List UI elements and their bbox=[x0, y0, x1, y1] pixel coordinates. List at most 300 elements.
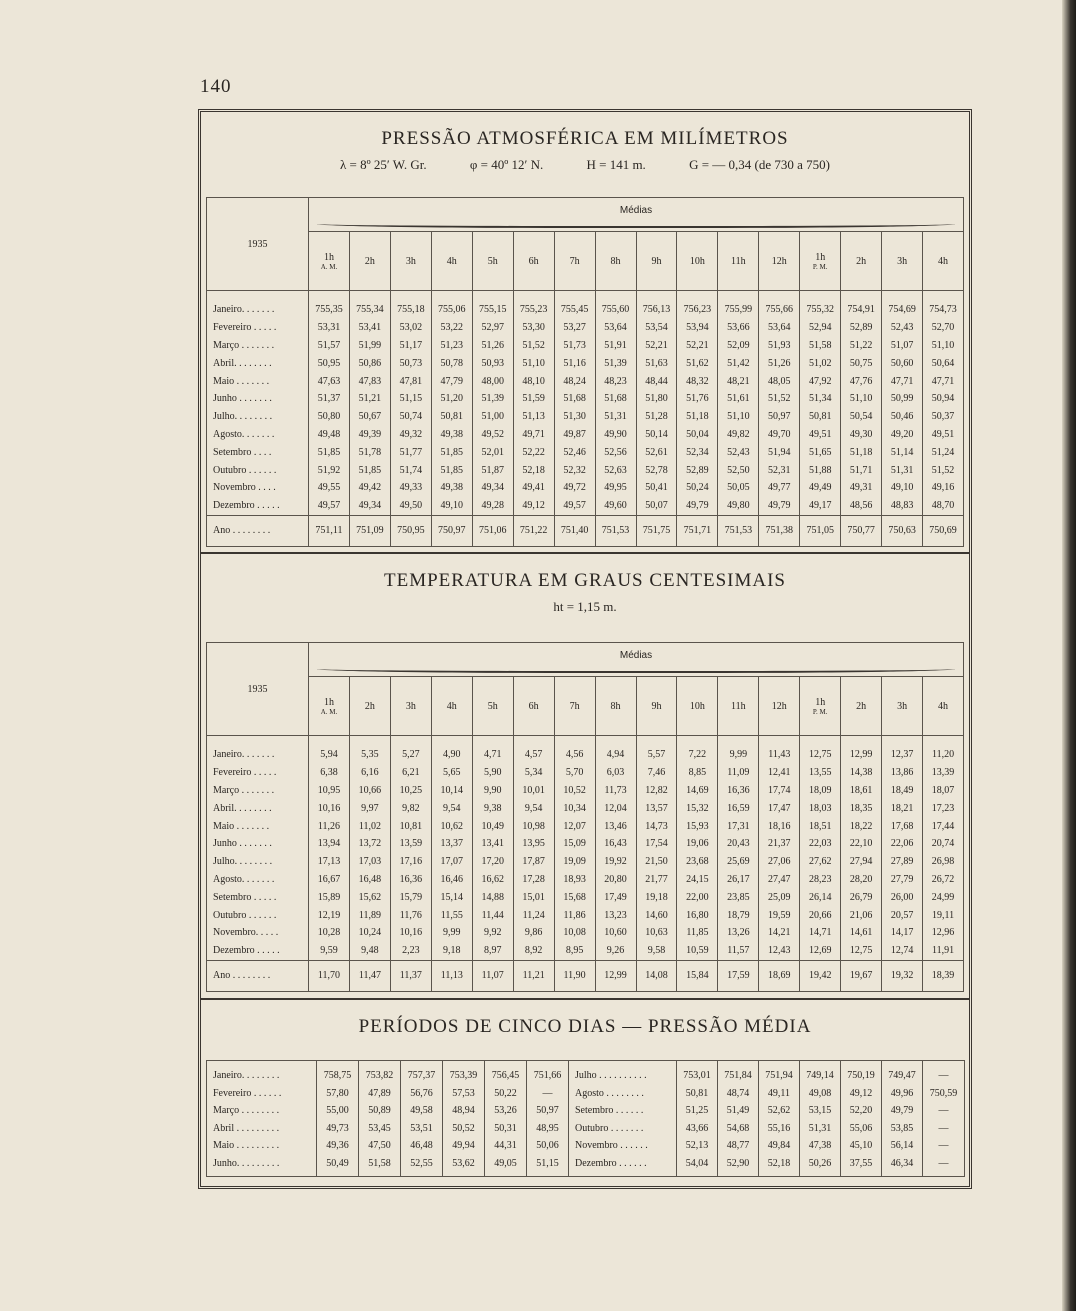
value-cell: 18,03 bbox=[800, 799, 841, 817]
value-cell: 9,99 bbox=[431, 924, 472, 942]
value-cell: 52,62 bbox=[759, 1102, 800, 1120]
hour-label: 2h bbox=[364, 255, 375, 267]
value-cell: 51,85 bbox=[431, 443, 472, 461]
value-cell: 755,18 bbox=[390, 291, 431, 319]
hour-header bbox=[759, 677, 800, 736]
value-cell: 49,73 bbox=[317, 1120, 359, 1138]
table-row bbox=[207, 479, 964, 497]
value-cell: 49,57 bbox=[309, 497, 350, 515]
value-cell: 749,14 bbox=[800, 1061, 841, 1085]
value-cell: 751,22 bbox=[513, 515, 554, 546]
value-cell: 10,34 bbox=[554, 799, 595, 817]
value-cell: 18,61 bbox=[841, 782, 882, 800]
value-cell: 50,52 bbox=[443, 1120, 485, 1138]
value-cell: 15,93 bbox=[677, 817, 718, 835]
hour-label: 6h bbox=[528, 255, 539, 267]
value-cell: 19,06 bbox=[677, 835, 718, 853]
hour-label: 12h bbox=[771, 255, 787, 267]
value-cell: 51,52 bbox=[923, 461, 964, 479]
value-cell: 751,38 bbox=[759, 515, 800, 546]
year-header: 1935 bbox=[207, 198, 309, 291]
value-cell: 52,09 bbox=[718, 337, 759, 355]
value-cell: 52,70 bbox=[923, 319, 964, 337]
value-cell: 2,23 bbox=[390, 942, 431, 960]
value-cell: 50,67 bbox=[349, 408, 390, 426]
value-cell: 13,86 bbox=[882, 764, 923, 782]
value-cell: 16,67 bbox=[309, 871, 350, 889]
value-cell: 47,63 bbox=[309, 372, 350, 390]
value-cell: 49,52 bbox=[472, 426, 513, 444]
value-cell: 49,34 bbox=[472, 479, 513, 497]
hour-label: 10h bbox=[689, 700, 705, 712]
hour-label: 11h bbox=[731, 255, 746, 267]
value-cell: 9,48 bbox=[349, 942, 390, 960]
value-cell: 751,11 bbox=[309, 515, 350, 546]
table-row bbox=[207, 1137, 965, 1155]
value-cell: 51,00 bbox=[472, 408, 513, 426]
value-cell: 15,89 bbox=[309, 888, 350, 906]
value-cell: 51,94 bbox=[759, 443, 800, 461]
table-row bbox=[207, 835, 964, 853]
value-cell: 27,47 bbox=[759, 871, 800, 889]
value-cell: 751,75 bbox=[636, 515, 677, 546]
value-cell: 9,58 bbox=[636, 942, 677, 960]
value-cell: 755,06 bbox=[431, 291, 472, 319]
hour-header bbox=[718, 677, 759, 736]
value-cell: 53,27 bbox=[554, 319, 595, 337]
value-cell: 51,74 bbox=[390, 461, 431, 479]
value-cell: 49,42 bbox=[349, 479, 390, 497]
value-cell: 52,22 bbox=[513, 443, 554, 461]
value-cell: 751,71 bbox=[677, 515, 718, 546]
value-cell: 754,69 bbox=[882, 291, 923, 319]
hour-header bbox=[923, 677, 964, 736]
table-row bbox=[207, 443, 964, 461]
value-cell: 49,60 bbox=[595, 497, 636, 515]
table-row bbox=[207, 888, 964, 906]
value-cell: 755,66 bbox=[759, 291, 800, 319]
value-cell: 11,91 bbox=[923, 942, 964, 960]
value-cell: 52,01 bbox=[472, 443, 513, 461]
value-cell: 18,39 bbox=[923, 960, 964, 991]
value-cell: 7,22 bbox=[677, 736, 718, 764]
hour-label: 3h bbox=[405, 700, 416, 712]
value-cell: 11,76 bbox=[390, 906, 431, 924]
value-cell: 52,13 bbox=[677, 1137, 718, 1155]
value-cell: 49,84 bbox=[759, 1137, 800, 1155]
value-cell: 26,17 bbox=[718, 871, 759, 889]
month-label: Março . . . . . . . bbox=[207, 782, 309, 800]
value-cell: 48,44 bbox=[636, 372, 677, 390]
value-cell: 44,31 bbox=[485, 1137, 527, 1155]
value-cell: 24,15 bbox=[677, 871, 718, 889]
value-cell: 49,77 bbox=[759, 479, 800, 497]
value-cell: 11,43 bbox=[759, 736, 800, 764]
value-cell: 14,08 bbox=[636, 960, 677, 991]
value-cell: 47,71 bbox=[882, 372, 923, 390]
value-cell: 10,62 bbox=[431, 817, 472, 835]
value-cell: 27,94 bbox=[841, 853, 882, 871]
value-cell: 49,41 bbox=[513, 479, 554, 497]
value-cell: 49,55 bbox=[309, 479, 350, 497]
value-cell: 10,81 bbox=[390, 817, 431, 835]
value-cell: 51,18 bbox=[841, 443, 882, 461]
value-cell: 48,21 bbox=[718, 372, 759, 390]
value-cell: 18,22 bbox=[841, 817, 882, 835]
value-cell: 27,62 bbox=[800, 853, 841, 871]
value-cell: 52,56 bbox=[595, 443, 636, 461]
value-cell: 51,57 bbox=[309, 337, 350, 355]
value-cell: 15,09 bbox=[554, 835, 595, 853]
value-cell: — bbox=[923, 1102, 965, 1120]
value-cell: 13,37 bbox=[431, 835, 472, 853]
month-label: Junho. . . . . . . . . bbox=[207, 1155, 317, 1177]
value-cell: 48,23 bbox=[595, 372, 636, 390]
hour-header bbox=[595, 677, 636, 736]
hour-header bbox=[390, 232, 431, 291]
hour-label: 1h bbox=[815, 696, 826, 708]
value-cell: 52,43 bbox=[718, 443, 759, 461]
medias-header bbox=[309, 198, 964, 232]
value-cell: 51,52 bbox=[513, 337, 554, 355]
table-row bbox=[207, 1155, 965, 1177]
hour-header bbox=[431, 677, 472, 736]
month-label: Junho . . . . . . . bbox=[207, 390, 309, 408]
value-cell: 26,00 bbox=[882, 888, 923, 906]
value-cell: 11,07 bbox=[472, 960, 513, 991]
value-cell: 49,95 bbox=[595, 479, 636, 497]
value-cell: 755,15 bbox=[472, 291, 513, 319]
value-cell: 11,57 bbox=[718, 942, 759, 960]
hour-header bbox=[472, 232, 513, 291]
value-cell: 13,41 bbox=[472, 835, 513, 853]
value-cell: 11,73 bbox=[595, 782, 636, 800]
value-cell: 10,25 bbox=[390, 782, 431, 800]
value-cell: 5,90 bbox=[472, 764, 513, 782]
value-cell: 9,92 bbox=[472, 924, 513, 942]
value-cell: 755,45 bbox=[554, 291, 595, 319]
value-cell: 4,90 bbox=[431, 736, 472, 764]
table-row bbox=[207, 1102, 965, 1120]
value-cell: 51,24 bbox=[923, 443, 964, 461]
latitude: φ = 40º 12′ N. bbox=[469, 157, 544, 172]
value-cell: 18,07 bbox=[923, 782, 964, 800]
value-cell: 13,59 bbox=[390, 835, 431, 853]
hour-header bbox=[677, 677, 718, 736]
value-cell: 27,89 bbox=[882, 853, 923, 871]
value-cell: 52,18 bbox=[513, 461, 554, 479]
value-cell: 753,82 bbox=[359, 1061, 401, 1085]
value-cell: 12,41 bbox=[759, 764, 800, 782]
value-cell: 11,37 bbox=[390, 960, 431, 991]
value-cell: 51,58 bbox=[800, 337, 841, 355]
value-cell: 754,73 bbox=[923, 291, 964, 319]
value-cell: 47,71 bbox=[923, 372, 964, 390]
month-label: Fevereiro . . . . . bbox=[207, 764, 309, 782]
value-cell: 11,89 bbox=[349, 906, 390, 924]
value-cell: 11,90 bbox=[554, 960, 595, 991]
value-cell: 19,42 bbox=[800, 960, 841, 991]
value-cell: 53,02 bbox=[390, 319, 431, 337]
value-cell: 19,92 bbox=[595, 853, 636, 871]
value-cell: 26,14 bbox=[800, 888, 841, 906]
hour-header bbox=[923, 232, 964, 291]
value-cell: 52,61 bbox=[636, 443, 677, 461]
value-cell: 49,72 bbox=[554, 479, 595, 497]
month-label: Setembro . . . . . . bbox=[569, 1102, 677, 1120]
value-cell: 49,08 bbox=[800, 1085, 841, 1103]
value-cell: 48,32 bbox=[677, 372, 718, 390]
value-cell: 19,18 bbox=[636, 888, 677, 906]
value-cell: 50,49 bbox=[317, 1155, 359, 1177]
hour-label: 7h bbox=[569, 700, 580, 712]
hour-label: 9h bbox=[651, 700, 662, 712]
hour-label: 8h bbox=[610, 255, 621, 267]
value-cell: 51,85 bbox=[431, 461, 472, 479]
gravity-correction: G = — 0,34 (de 730 a 750) bbox=[689, 157, 830, 172]
value-cell: 49,38 bbox=[431, 426, 472, 444]
value-cell: 49,32 bbox=[390, 426, 431, 444]
hour-label: 9h bbox=[651, 255, 662, 267]
value-cell: 51,30 bbox=[554, 408, 595, 426]
month-label: Setembro . . . . bbox=[207, 443, 309, 461]
value-cell: 12,07 bbox=[554, 817, 595, 835]
hour-header bbox=[718, 232, 759, 291]
hour-unit: A. M. bbox=[320, 262, 338, 271]
value-cell: 37,55 bbox=[841, 1155, 882, 1177]
table-row bbox=[207, 319, 964, 337]
value-cell: 47,50 bbox=[359, 1137, 401, 1155]
hour-header bbox=[882, 232, 923, 291]
value-cell: 56,14 bbox=[882, 1137, 923, 1155]
value-cell: — bbox=[923, 1061, 965, 1085]
table-row bbox=[207, 853, 964, 871]
value-cell: 51,34 bbox=[800, 390, 841, 408]
hour-header bbox=[636, 677, 677, 736]
value-cell: 51,13 bbox=[513, 408, 554, 426]
value-cell: 22,10 bbox=[841, 835, 882, 853]
hour-label: 2h bbox=[856, 255, 867, 267]
value-cell: 52,32 bbox=[554, 461, 595, 479]
value-cell: 17,47 bbox=[759, 799, 800, 817]
value-cell: 755,34 bbox=[349, 291, 390, 319]
month-label: Agosto. . . . . . . bbox=[207, 871, 309, 889]
value-cell: 16,43 bbox=[595, 835, 636, 853]
value-cell: 14,69 bbox=[677, 782, 718, 800]
value-cell: 19,09 bbox=[554, 853, 595, 871]
value-cell: 17,54 bbox=[636, 835, 677, 853]
value-cell: 758,75 bbox=[317, 1061, 359, 1085]
value-cell: 50,80 bbox=[309, 408, 350, 426]
value-cell: 51,88 bbox=[800, 461, 841, 479]
value-cell: 757,37 bbox=[401, 1061, 443, 1085]
table-row bbox=[207, 461, 964, 479]
value-cell: 48,83 bbox=[882, 497, 923, 515]
value-cell: 25,09 bbox=[759, 888, 800, 906]
value-cell: 756,45 bbox=[485, 1061, 527, 1085]
value-cell: 49,30 bbox=[841, 426, 882, 444]
value-cell: 50,74 bbox=[390, 408, 431, 426]
month-label: Maio . . . . . . . . . bbox=[207, 1137, 317, 1155]
table-row bbox=[207, 515, 964, 546]
value-cell: 12,99 bbox=[595, 960, 636, 991]
value-cell: 51,63 bbox=[636, 354, 677, 372]
value-cell: 49,12 bbox=[513, 497, 554, 515]
value-cell: 15,01 bbox=[513, 888, 554, 906]
value-cell: 55,16 bbox=[759, 1120, 800, 1138]
value-cell: 10,60 bbox=[595, 924, 636, 942]
value-cell: 750,97 bbox=[431, 515, 472, 546]
value-cell: 16,36 bbox=[718, 782, 759, 800]
value-cell: 51,14 bbox=[882, 443, 923, 461]
value-cell: 19,11 bbox=[923, 906, 964, 924]
book-spine-shadow bbox=[1062, 0, 1076, 1311]
value-cell: 10,59 bbox=[677, 942, 718, 960]
value-cell: 51,39 bbox=[595, 354, 636, 372]
value-cell: 15,32 bbox=[677, 799, 718, 817]
value-cell: 21,50 bbox=[636, 853, 677, 871]
value-cell: 754,91 bbox=[841, 291, 882, 319]
value-cell: 6,03 bbox=[595, 764, 636, 782]
value-cell: 750,59 bbox=[923, 1085, 965, 1103]
value-cell: 27,79 bbox=[882, 871, 923, 889]
value-cell: 15,68 bbox=[554, 888, 595, 906]
value-cell: 56,76 bbox=[401, 1085, 443, 1103]
value-cell: 48,05 bbox=[759, 372, 800, 390]
hour-header bbox=[390, 677, 431, 736]
value-cell: 17,20 bbox=[472, 853, 513, 871]
value-cell: 51,26 bbox=[472, 337, 513, 355]
value-cell: 45,10 bbox=[841, 1137, 882, 1155]
altitude: H = 141 m. bbox=[586, 157, 646, 172]
value-cell: 52,31 bbox=[759, 461, 800, 479]
value-cell: 25,69 bbox=[718, 853, 759, 871]
value-cell: 17,74 bbox=[759, 782, 800, 800]
periods-section bbox=[201, 998, 969, 1050]
value-cell: 755,32 bbox=[800, 291, 841, 319]
hour-header bbox=[841, 677, 882, 736]
value-cell: 52,50 bbox=[718, 461, 759, 479]
value-cell: 48,74 bbox=[718, 1085, 759, 1103]
value-cell: 18,69 bbox=[759, 960, 800, 991]
hour-header bbox=[513, 232, 554, 291]
value-cell: 53,51 bbox=[401, 1120, 443, 1138]
table-row bbox=[207, 871, 964, 889]
value-cell: 51,17 bbox=[390, 337, 431, 355]
value-cell: 16,62 bbox=[472, 871, 513, 889]
value-cell: 13,94 bbox=[309, 835, 350, 853]
value-cell: 52,78 bbox=[636, 461, 677, 479]
value-cell: 50,89 bbox=[359, 1102, 401, 1120]
value-cell: 4,56 bbox=[554, 736, 595, 764]
temperature-table bbox=[206, 642, 964, 992]
value-cell: 750,95 bbox=[390, 515, 431, 546]
value-cell: 5,27 bbox=[390, 736, 431, 764]
value-cell: 14,38 bbox=[841, 764, 882, 782]
value-cell: 49,10 bbox=[882, 479, 923, 497]
value-cell: 51,68 bbox=[595, 390, 636, 408]
temperature-height: ht = 1,15 m. bbox=[553, 599, 617, 614]
value-cell: 20,74 bbox=[923, 835, 964, 853]
temperature-table-wrap bbox=[201, 642, 969, 992]
value-cell: 51,93 bbox=[759, 337, 800, 355]
value-cell: 22,00 bbox=[677, 888, 718, 906]
value-cell: 750,77 bbox=[841, 515, 882, 546]
hour-label: 4h bbox=[938, 700, 949, 712]
hour-label: 2h bbox=[856, 700, 867, 712]
value-cell: 26,79 bbox=[841, 888, 882, 906]
value-cell: 12,96 bbox=[923, 924, 964, 942]
value-cell: 756,23 bbox=[677, 291, 718, 319]
value-cell: 9,97 bbox=[349, 799, 390, 817]
value-cell: 750,69 bbox=[923, 515, 964, 546]
month-label: Fevereiro . . . . . bbox=[207, 319, 309, 337]
value-cell: 50,81 bbox=[800, 408, 841, 426]
hour-unit: P. M. bbox=[812, 707, 828, 716]
month-label: Abril. . . . . . . . bbox=[207, 799, 309, 817]
value-cell: 51,28 bbox=[636, 408, 677, 426]
value-cell: 52,20 bbox=[841, 1102, 882, 1120]
value-cell: 20,66 bbox=[800, 906, 841, 924]
value-cell: 7,46 bbox=[636, 764, 677, 782]
value-cell: 18,49 bbox=[882, 782, 923, 800]
value-cell: 49,17 bbox=[800, 497, 841, 515]
hour-label: 4h bbox=[938, 255, 949, 267]
value-cell: 15,14 bbox=[431, 888, 472, 906]
value-cell: 6,21 bbox=[390, 764, 431, 782]
month-label: Janeiro. . . . . . . . bbox=[207, 1061, 317, 1085]
value-cell: 9,38 bbox=[472, 799, 513, 817]
value-cell: 51,76 bbox=[677, 390, 718, 408]
value-cell: 51,80 bbox=[636, 390, 677, 408]
value-cell: 21,77 bbox=[636, 871, 677, 889]
hour-header bbox=[309, 232, 350, 291]
value-cell: 13,55 bbox=[800, 764, 841, 782]
table-row bbox=[207, 372, 964, 390]
value-cell: 8,85 bbox=[677, 764, 718, 782]
periods-title: PERÍODOS DE CINCO DIAS — PRESSÃO MÉDIA bbox=[358, 1016, 812, 1037]
value-cell: 751,84 bbox=[718, 1061, 759, 1085]
value-cell: 51,39 bbox=[472, 390, 513, 408]
month-label: Março . . . . . . . bbox=[207, 337, 309, 355]
value-cell: 11,13 bbox=[431, 960, 472, 991]
value-cell: 52,55 bbox=[401, 1155, 443, 1177]
value-cell: 17,44 bbox=[923, 817, 964, 835]
value-cell: 52,90 bbox=[718, 1155, 759, 1177]
value-cell: 53,94 bbox=[677, 319, 718, 337]
value-cell: 49,71 bbox=[513, 426, 554, 444]
value-cell: 54,04 bbox=[677, 1155, 718, 1177]
value-cell: 51,26 bbox=[759, 354, 800, 372]
value-cell: 5,94 bbox=[309, 736, 350, 764]
value-cell: 17,68 bbox=[882, 817, 923, 835]
hour-label: 5h bbox=[487, 700, 498, 712]
value-cell: 22,06 bbox=[882, 835, 923, 853]
hour-unit: A. M. bbox=[320, 707, 338, 716]
hour-label: 5h bbox=[487, 255, 498, 267]
value-cell: 27,06 bbox=[759, 853, 800, 871]
hour-header bbox=[349, 677, 390, 736]
value-cell: 751,94 bbox=[759, 1061, 800, 1085]
value-cell: 50,07 bbox=[636, 497, 677, 515]
value-cell: 53,15 bbox=[800, 1102, 841, 1120]
table-row bbox=[207, 354, 964, 372]
value-cell: 26,98 bbox=[923, 853, 964, 871]
value-cell: 51,68 bbox=[554, 390, 595, 408]
value-cell: 48,77 bbox=[718, 1137, 759, 1155]
value-cell: 53,62 bbox=[443, 1155, 485, 1177]
value-cell: 16,36 bbox=[390, 871, 431, 889]
